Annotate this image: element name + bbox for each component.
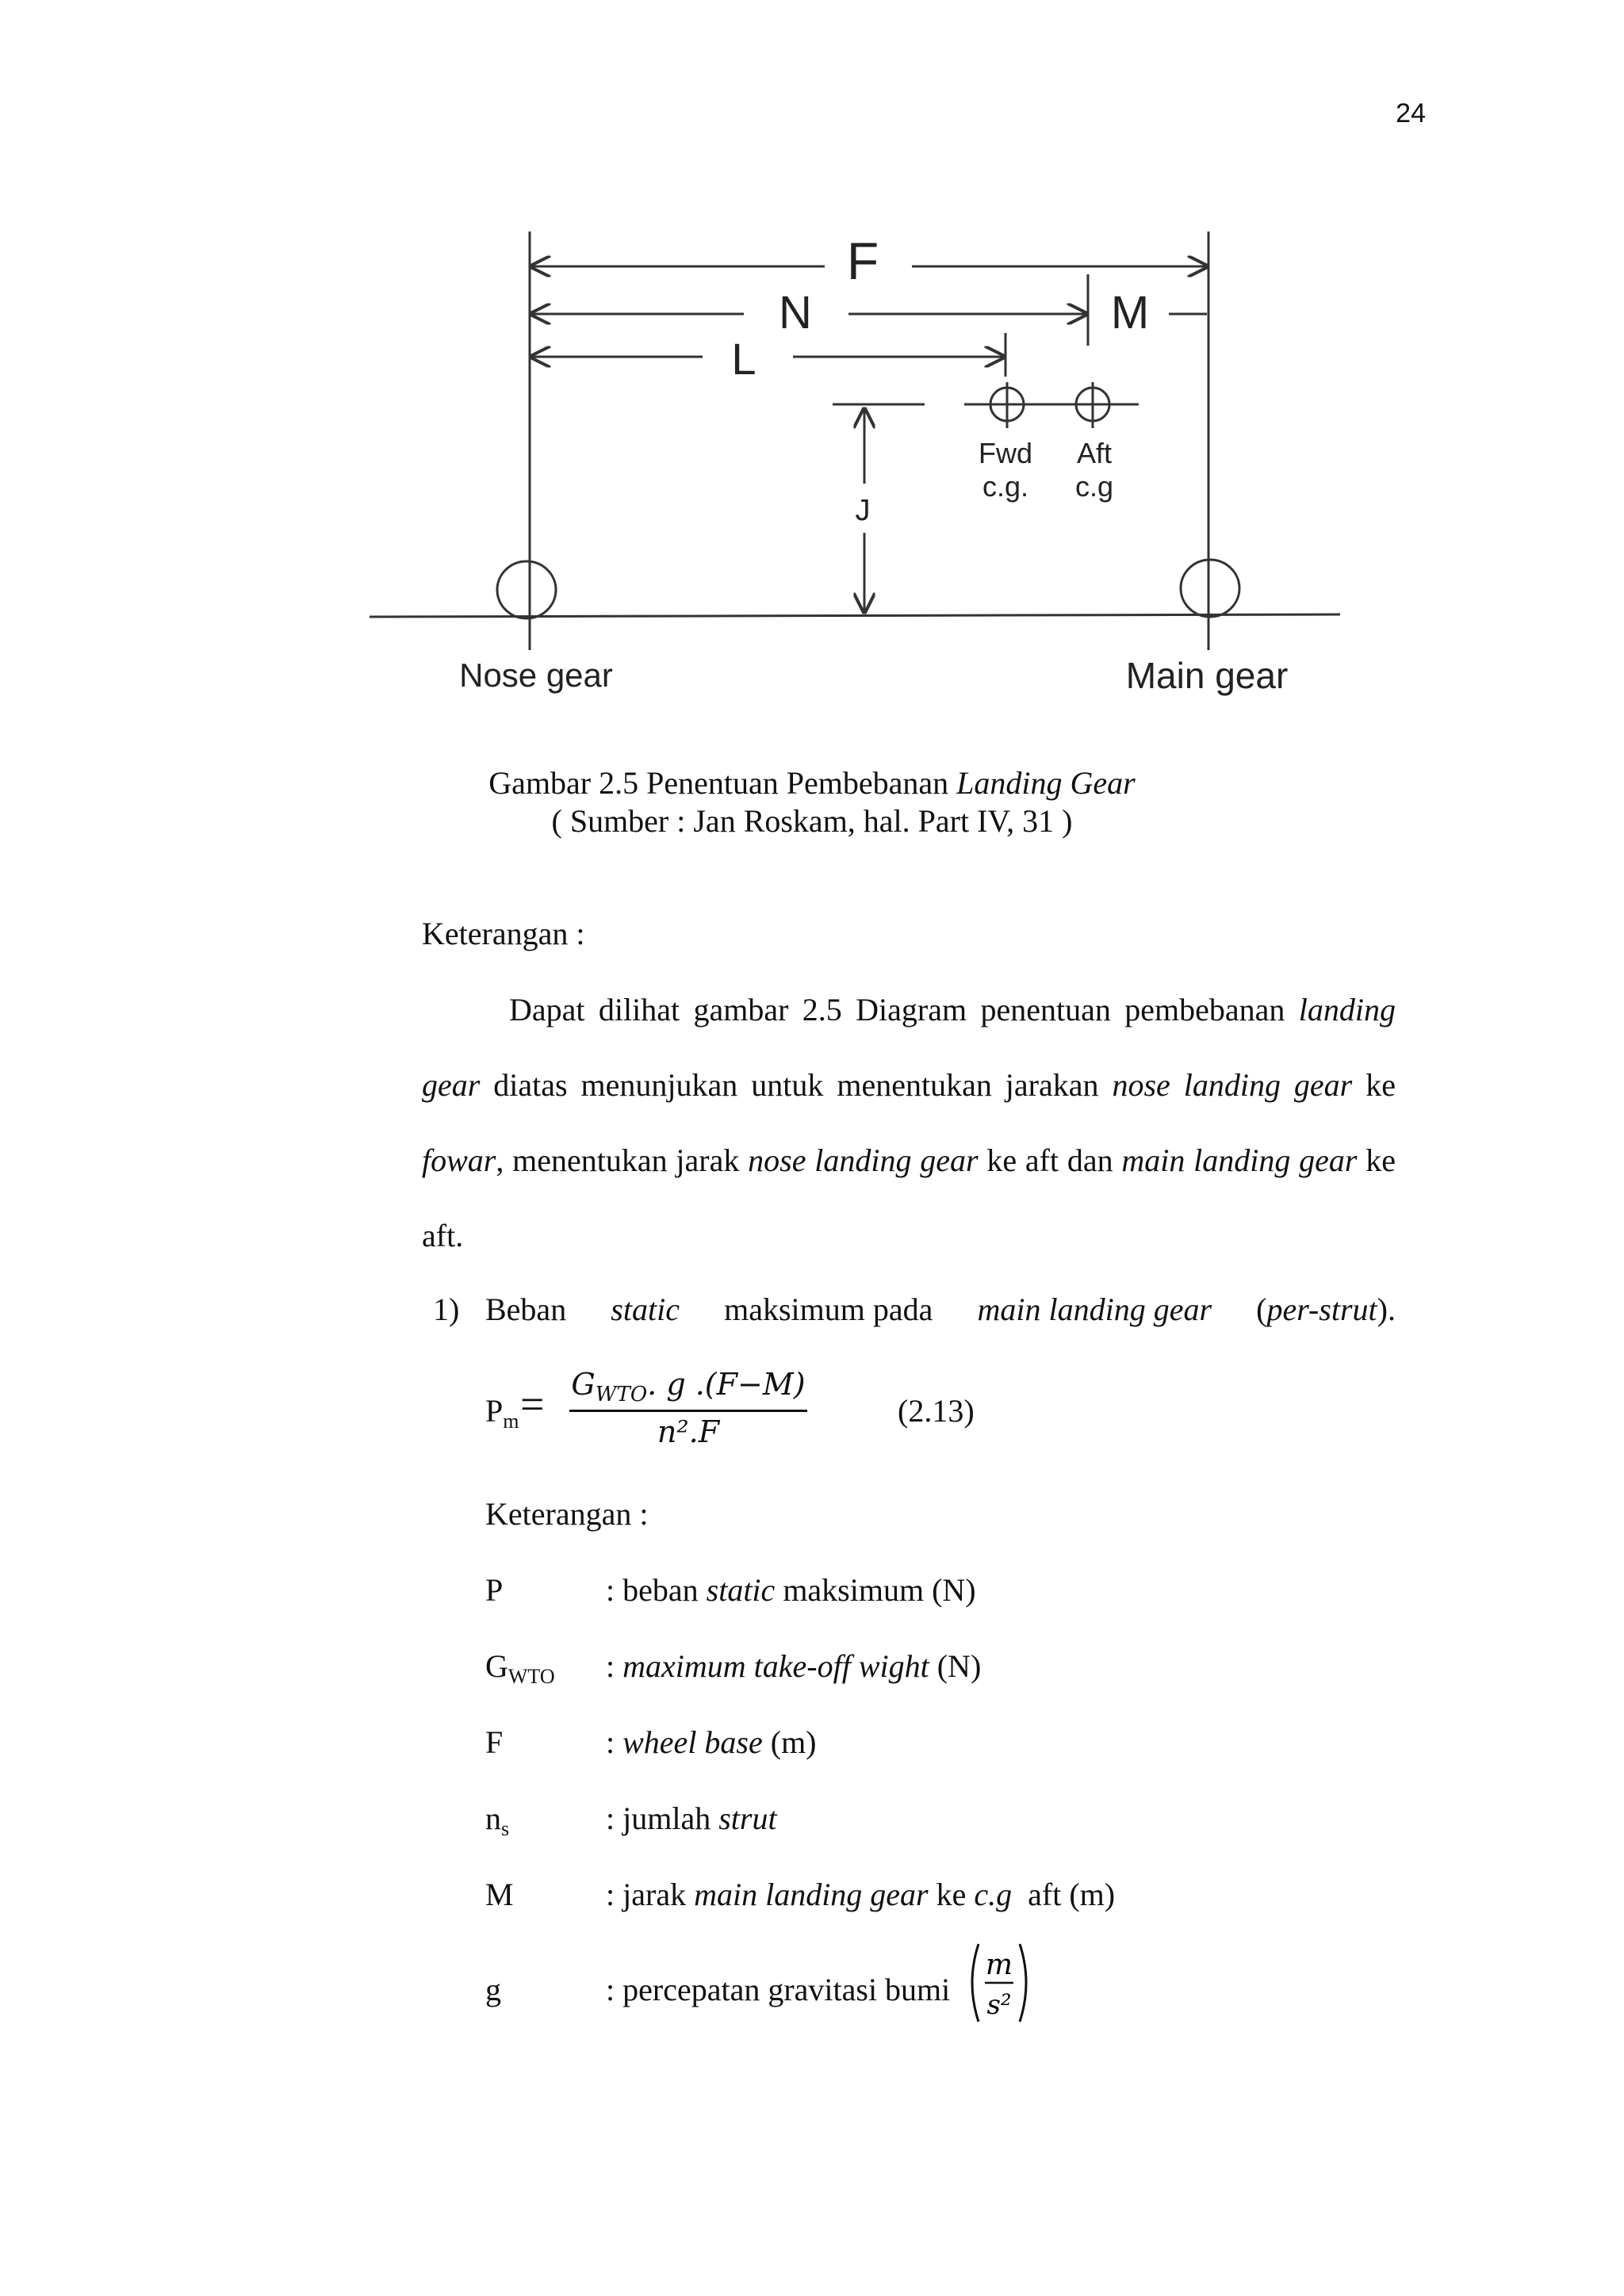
landing-gear-diagram	[0, 0, 1624, 714]
label-fwd: Fwd	[978, 437, 1033, 469]
figure-caption	[0, 764, 1624, 802]
item-italic-1: static	[611, 1292, 680, 1327]
label-aft-cg: c.g	[1074, 470, 1114, 503]
equation-numerator: $G_{WTO}$. g .(F−M)	[571, 1367, 806, 1406]
para-text-3: ke	[1352, 1067, 1396, 1103]
unit-numerator: m	[985, 1949, 1013, 1981]
label-main-gear: Main gear	[1125, 655, 1289, 696]
equation-fraction	[569, 1367, 807, 1454]
item-text-3: (	[1256, 1292, 1267, 1327]
label-n: N	[779, 287, 812, 339]
definition-symbol: $n_s$	[485, 1800, 510, 1840]
unit-denominator: s²	[986, 1989, 1012, 2021]
equation-denominator: n².F	[657, 1414, 720, 1449]
item-italic-2: main landing gear	[977, 1292, 1212, 1327]
label-f: F	[846, 232, 879, 290]
main-gear-wheel	[1181, 560, 1239, 617]
para-text-4: , menentukan jarak	[496, 1142, 749, 1178]
item-text-4: ).	[1377, 1292, 1396, 1327]
body-paragraph	[422, 972, 1396, 1273]
para-text-2: diatas menunjukan untuk menentukan jarakan	[480, 1067, 1113, 1103]
definition-symbol: F	[485, 1724, 504, 1760]
keterangan-heading: Keterangan :	[422, 916, 585, 951]
para-italic-2: nose landing gear	[1112, 1067, 1353, 1103]
para-text-5: ke aft dan	[978, 1142, 1122, 1178]
caption-text: Gambar 2.5 Penentuan Pembebanan	[488, 765, 957, 801]
figure-source: ( Sumber : Jan Roskam, hal. Part IV, 31 )	[551, 803, 1073, 839]
caption-italic: Landing Gear	[956, 765, 1136, 801]
para-italic-1: landing gear	[422, 992, 1396, 1103]
item-1-text	[485, 1291, 1396, 1328]
definition-symbol: g	[485, 1972, 501, 2007]
label-fwd-cg: c.g.	[982, 470, 1029, 503]
equation-equals: =	[520, 1380, 545, 1428]
item-text-2: maksimum pada	[724, 1292, 933, 1327]
nose-gear-wheel	[497, 561, 556, 618]
gravity-unit-fraction	[967, 1939, 1031, 2026]
equation-lhs: $P_m$	[485, 1393, 519, 1433]
label-aft: Aft	[1076, 437, 1113, 469]
para-text-1: Dapat dilihat gambar 2.5 Diagram penentuan pembebanan	[509, 992, 1299, 1027]
equation-number: (2.13)	[898, 1393, 975, 1429]
para-italic-3: fowar	[422, 1142, 496, 1178]
definition-symbol: M	[485, 1877, 514, 1912]
page-number: 24	[1396, 98, 1426, 128]
label-nose-gear: Nose gear	[459, 656, 613, 694]
label-l: L	[731, 334, 756, 384]
keterangan-heading-2: Keterangan :	[485, 1496, 649, 1532]
para-text-6: ke aft.	[422, 1142, 1396, 1253]
para-italic-4: nose landing gear	[748, 1142, 979, 1178]
para-italic-5: main landing gear	[1121, 1142, 1358, 1178]
item-text-1: Beban	[485, 1292, 567, 1327]
label-j: J	[855, 494, 871, 527]
definition-symbol: P	[485, 1572, 504, 1608]
gravity-text: : percepatan gravitasi bumi	[606, 1972, 951, 2007]
item-number: 1)	[433, 1292, 460, 1327]
label-m: M	[1110, 287, 1150, 339]
item-italic-3: per-strut	[1266, 1292, 1377, 1327]
definition-symbol: $G_{WTO}$	[485, 1648, 555, 1688]
